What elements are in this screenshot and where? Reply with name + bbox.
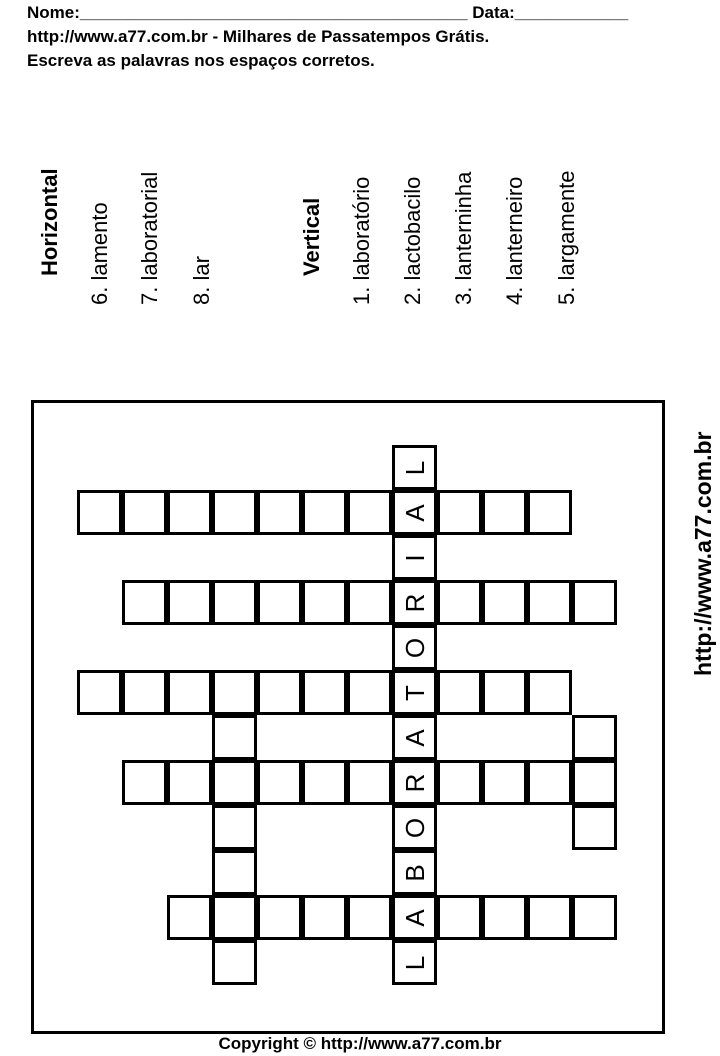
- crossword-cell[interactable]: [437, 490, 482, 535]
- crossword-cell[interactable]: [392, 760, 437, 805]
- crossword-cell[interactable]: [392, 940, 437, 985]
- crossword-cell[interactable]: [392, 670, 437, 715]
- crossword-cell[interactable]: [257, 580, 302, 625]
- horizontal-title: Horizontal: [37, 168, 62, 276]
- crossword-cell[interactable]: [572, 760, 617, 805]
- horizontal-clue: 7. laboratorial: [137, 171, 162, 305]
- crossword-cell[interactable]: [347, 490, 392, 535]
- crossword-cell[interactable]: [482, 490, 527, 535]
- crossword-cell[interactable]: [167, 580, 212, 625]
- cell-letter: A: [399, 503, 430, 522]
- crossword-cell[interactable]: [122, 580, 167, 625]
- cell-letter: O: [399, 637, 430, 658]
- crossword-cell[interactable]: [527, 895, 572, 940]
- crossword-cell[interactable]: [122, 490, 167, 535]
- crossword-cell[interactable]: [257, 670, 302, 715]
- crossword-cell[interactable]: [302, 580, 347, 625]
- crossword-cell[interactable]: [347, 580, 392, 625]
- cell-letter: R: [399, 773, 430, 792]
- crossword-cell[interactable]: [347, 895, 392, 940]
- crossword-cell[interactable]: [482, 580, 527, 625]
- crossword-cell[interactable]: [347, 670, 392, 715]
- cell-letter: B: [399, 863, 430, 882]
- crossword-cell[interactable]: [437, 670, 482, 715]
- crossword-cell[interactable]: [437, 895, 482, 940]
- crossword-cell[interactable]: [212, 850, 257, 895]
- crossword-cell[interactable]: [302, 670, 347, 715]
- crossword-cell[interactable]: [572, 715, 617, 760]
- crossword-cell[interactable]: [572, 895, 617, 940]
- crossword-cell[interactable]: [392, 805, 437, 850]
- crossword-cell[interactable]: [212, 940, 257, 985]
- crossword-cell[interactable]: [572, 580, 617, 625]
- horizontal-clue: 6. lamento: [87, 202, 112, 305]
- crossword-cell[interactable]: [572, 805, 617, 850]
- copyright-footer: Copyright © http://www.a77.com.br: [218, 1034, 502, 1053]
- crossword-cell[interactable]: [482, 760, 527, 805]
- vertical-clue: 3. lanterninha: [451, 171, 476, 305]
- crossword-cell[interactable]: [347, 760, 392, 805]
- crossword-cell[interactable]: [392, 445, 437, 490]
- crossword-cell[interactable]: [167, 490, 212, 535]
- crossword-cell[interactable]: [527, 760, 572, 805]
- cell-letter: L: [399, 460, 430, 475]
- cell-letter: A: [399, 908, 430, 927]
- cell-letter: A: [399, 728, 430, 747]
- crossword-cell[interactable]: [392, 580, 437, 625]
- crossword-cell[interactable]: [77, 670, 122, 715]
- crossword-cell[interactable]: [392, 490, 437, 535]
- cell-letter: L: [399, 955, 430, 970]
- vertical-clue: 2. lactobacilo: [400, 176, 425, 305]
- crossword-cell[interactable]: [212, 805, 257, 850]
- crossword-cell[interactable]: [167, 895, 212, 940]
- vertical-clue: 1. laboratório: [349, 176, 374, 305]
- crossword-cell[interactable]: [302, 490, 347, 535]
- name-date-line: Nome:_________________________________________ Data:____________: [27, 3, 629, 22]
- crossword-cell[interactable]: [212, 490, 257, 535]
- crossword-cell[interactable]: [392, 535, 437, 580]
- crossword-cell[interactable]: [437, 580, 482, 625]
- cell-letter: R: [399, 593, 430, 612]
- crossword-cell[interactable]: [167, 670, 212, 715]
- cell-letter: O: [399, 817, 430, 838]
- crossword-cell[interactable]: [257, 490, 302, 535]
- crossword-board: [31, 400, 665, 1034]
- crossword-cell[interactable]: [212, 715, 257, 760]
- crossword-cell[interactable]: [302, 760, 347, 805]
- horizontal-clue: 8. lar: [189, 256, 214, 305]
- vertical-clue: 5. largamente: [554, 170, 579, 305]
- crossword-cell[interactable]: [212, 760, 257, 805]
- crossword-cell[interactable]: [482, 895, 527, 940]
- crossword-cell[interactable]: [527, 670, 572, 715]
- crossword-cell[interactable]: [77, 490, 122, 535]
- crossword-cell[interactable]: [437, 760, 482, 805]
- crossword-cell[interactable]: [257, 760, 302, 805]
- crossword-cell[interactable]: [302, 895, 347, 940]
- crossword-cell[interactable]: [257, 895, 302, 940]
- crossword-cell[interactable]: [122, 760, 167, 805]
- crossword-cell[interactable]: [392, 625, 437, 670]
- crossword-cell[interactable]: [122, 670, 167, 715]
- crossword-cell[interactable]: [482, 670, 527, 715]
- crossword-cell[interactable]: [392, 895, 437, 940]
- crossword-cell[interactable]: [212, 895, 257, 940]
- crossword-cell[interactable]: [167, 760, 212, 805]
- cell-letter: T: [399, 684, 430, 701]
- side-url: http://www.a77.com.br: [690, 431, 716, 676]
- cell-letter: I: [399, 553, 430, 562]
- vertical-title: Vertical: [299, 197, 324, 276]
- crossword-cell[interactable]: [527, 580, 572, 625]
- crossword-cell[interactable]: [212, 670, 257, 715]
- crossword-cell[interactable]: [392, 715, 437, 760]
- vertical-clue: 4. lanterneiro: [502, 176, 527, 305]
- site-line: http://www.a77.com.br - Milhares de Passatempos Grátis.: [27, 27, 490, 46]
- crossword-cell[interactable]: [212, 580, 257, 625]
- instruction: Escreva as palavras nos espaços corretos.: [27, 51, 375, 70]
- crossword-cell[interactable]: [392, 850, 437, 895]
- crossword-cell[interactable]: [527, 490, 572, 535]
